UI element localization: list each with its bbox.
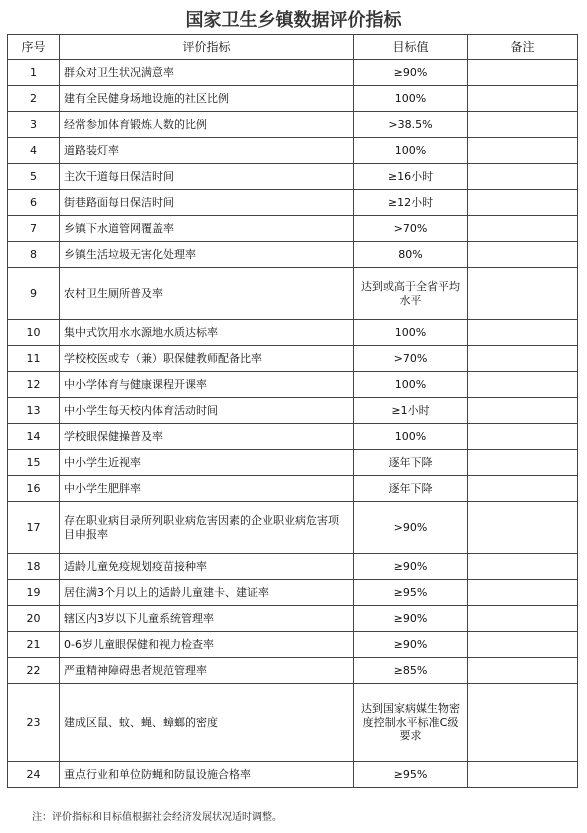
row-indicator: 建有全民健身场地设施的社区比例 (60, 86, 354, 112)
row-note (468, 268, 578, 320)
table-row (8, 164, 578, 190)
row-indicator: 道路装灯率 (60, 138, 354, 164)
row-target: 达到国家病媒生物密度控制水平标准C级要求 (354, 684, 468, 762)
row-index: 10 (8, 320, 60, 346)
row-note (468, 190, 578, 216)
table-row (8, 502, 578, 554)
table-row (8, 216, 578, 242)
row-note (468, 606, 578, 632)
row-index: 12 (8, 372, 60, 398)
indicator-table (7, 34, 578, 788)
row-index: 13 (8, 398, 60, 424)
table-header-row (8, 35, 578, 60)
row-indicator: 中小学生肥胖率 (60, 476, 354, 502)
row-index: 9 (8, 268, 60, 320)
table-body (8, 60, 578, 788)
row-note (468, 502, 578, 554)
row-note (468, 762, 578, 788)
row-target: >70% (354, 346, 468, 372)
row-indicator: 集中式饮用水水源地水质达标率 (60, 320, 354, 346)
row-index: 8 (8, 242, 60, 268)
table-row (8, 450, 578, 476)
row-note (468, 476, 578, 502)
row-note (468, 86, 578, 112)
row-note (468, 398, 578, 424)
row-indicator: 中小学生近视率 (60, 450, 354, 476)
row-indicator: 建成区鼠、蚊、蝇、蟑螂的密度 (60, 684, 354, 762)
row-indicator: 乡镇下水道管网覆盖率 (60, 216, 354, 242)
row-note (468, 138, 578, 164)
row-target: >70% (354, 216, 468, 242)
row-index: 15 (8, 450, 60, 476)
row-indicator: 重点行业和单位防蝇和防鼠设施合格率 (60, 762, 354, 788)
page-title: 国家卫生乡镇数据评价指标 (185, 10, 402, 31)
row-note (468, 554, 578, 580)
row-index: 17 (8, 502, 60, 554)
row-target: 100% (354, 320, 468, 346)
header-index: 序号 (8, 35, 60, 60)
table-row (8, 476, 578, 502)
row-note (468, 320, 578, 346)
row-indicator: 辖区内3岁以下儿童系统管理率 (60, 606, 354, 632)
row-target: 100% (354, 138, 468, 164)
row-note (468, 658, 578, 684)
row-target: ≥95% (354, 580, 468, 606)
row-target: 逐年下降 (354, 450, 468, 476)
table-row (8, 86, 578, 112)
table-row (8, 684, 578, 762)
row-indicator: 经常参加体育锻炼人数的比例 (60, 112, 354, 138)
row-index: 3 (8, 112, 60, 138)
row-indicator: 存在职业病目录所列职业病危害因素的企业职业病危害项目申报率 (60, 502, 354, 554)
row-target: ≥90% (354, 60, 468, 86)
row-index: 2 (8, 86, 60, 112)
row-target: ≥90% (354, 606, 468, 632)
table-row (8, 346, 578, 372)
row-index: 1 (8, 60, 60, 86)
row-index: 18 (8, 554, 60, 580)
table-row (8, 424, 578, 450)
row-target: ≥95% (354, 762, 468, 788)
row-target: ≥12小时 (354, 190, 468, 216)
table-row (8, 632, 578, 658)
table-row (8, 372, 578, 398)
row-note (468, 242, 578, 268)
row-note (468, 216, 578, 242)
table-row (8, 268, 578, 320)
row-target: ≥90% (354, 632, 468, 658)
row-note (468, 424, 578, 450)
row-index: 16 (8, 476, 60, 502)
table-row (8, 320, 578, 346)
row-indicator: 群众对卫生状况满意率 (60, 60, 354, 86)
row-target: 100% (354, 424, 468, 450)
row-note (468, 684, 578, 762)
table-row (8, 242, 578, 268)
row-note (468, 450, 578, 476)
row-index: 22 (8, 658, 60, 684)
header-target: 目标值 (354, 35, 468, 60)
row-target: >90% (354, 502, 468, 554)
row-target: ≥85% (354, 658, 468, 684)
row-index: 7 (8, 216, 60, 242)
row-target: 达到或高于全省平均水平 (354, 268, 468, 320)
row-indicator: 学校校医或专（兼）职保健教师配备比率 (60, 346, 354, 372)
table-row (8, 658, 578, 684)
row-note (468, 632, 578, 658)
row-target: >38.5% (354, 112, 468, 138)
row-note (468, 372, 578, 398)
row-note (468, 112, 578, 138)
row-index: 5 (8, 164, 60, 190)
table-row (8, 60, 578, 86)
header-indicator: 评价指标 (60, 35, 354, 60)
footnote: 注：评价指标和目标值根据社会经济发展状况适时调整。 (32, 812, 282, 823)
row-target: ≥1小时 (354, 398, 468, 424)
table-row (8, 580, 578, 606)
row-indicator: 乡镇生活垃圾无害化处理率 (60, 242, 354, 268)
row-note (468, 164, 578, 190)
table-row (8, 138, 578, 164)
row-index: 6 (8, 190, 60, 216)
row-indicator: 主次干道每日保洁时间 (60, 164, 354, 190)
row-note (468, 580, 578, 606)
table-row (8, 762, 578, 788)
row-indicator: 0-6岁儿童眼保健和视力检查率 (60, 632, 354, 658)
row-note (468, 346, 578, 372)
table-row (8, 554, 578, 580)
row-index: 24 (8, 762, 60, 788)
row-target: 逐年下降 (354, 476, 468, 502)
table-row (8, 112, 578, 138)
row-target: 100% (354, 372, 468, 398)
row-note (468, 60, 578, 86)
row-index: 20 (8, 606, 60, 632)
table-row (8, 606, 578, 632)
row-index: 23 (8, 684, 60, 762)
row-indicator: 中小学生每天校内体育活动时间 (60, 398, 354, 424)
row-indicator: 适龄儿童免疫规划疫苗接种率 (60, 554, 354, 580)
row-indicator: 街巷路面每日保洁时间 (60, 190, 354, 216)
row-target: 80% (354, 242, 468, 268)
row-indicator: 居住满3个月以上的适龄儿童建卡、建证率 (60, 580, 354, 606)
row-indicator: 严重精神障碍患者规范管理率 (60, 658, 354, 684)
table-row (8, 398, 578, 424)
row-index: 11 (8, 346, 60, 372)
row-index: 14 (8, 424, 60, 450)
row-indicator: 农村卫生厕所普及率 (60, 268, 354, 320)
table-row (8, 190, 578, 216)
row-target: 100% (354, 86, 468, 112)
row-index: 4 (8, 138, 60, 164)
row-target: ≥90% (354, 554, 468, 580)
row-target: ≥16小时 (354, 164, 468, 190)
row-indicator: 学校眼保健操普及率 (60, 424, 354, 450)
header-note: 备注 (468, 35, 578, 60)
row-index: 21 (8, 632, 60, 658)
row-index: 19 (8, 580, 60, 606)
row-indicator: 中小学体育与健康课程开课率 (60, 372, 354, 398)
